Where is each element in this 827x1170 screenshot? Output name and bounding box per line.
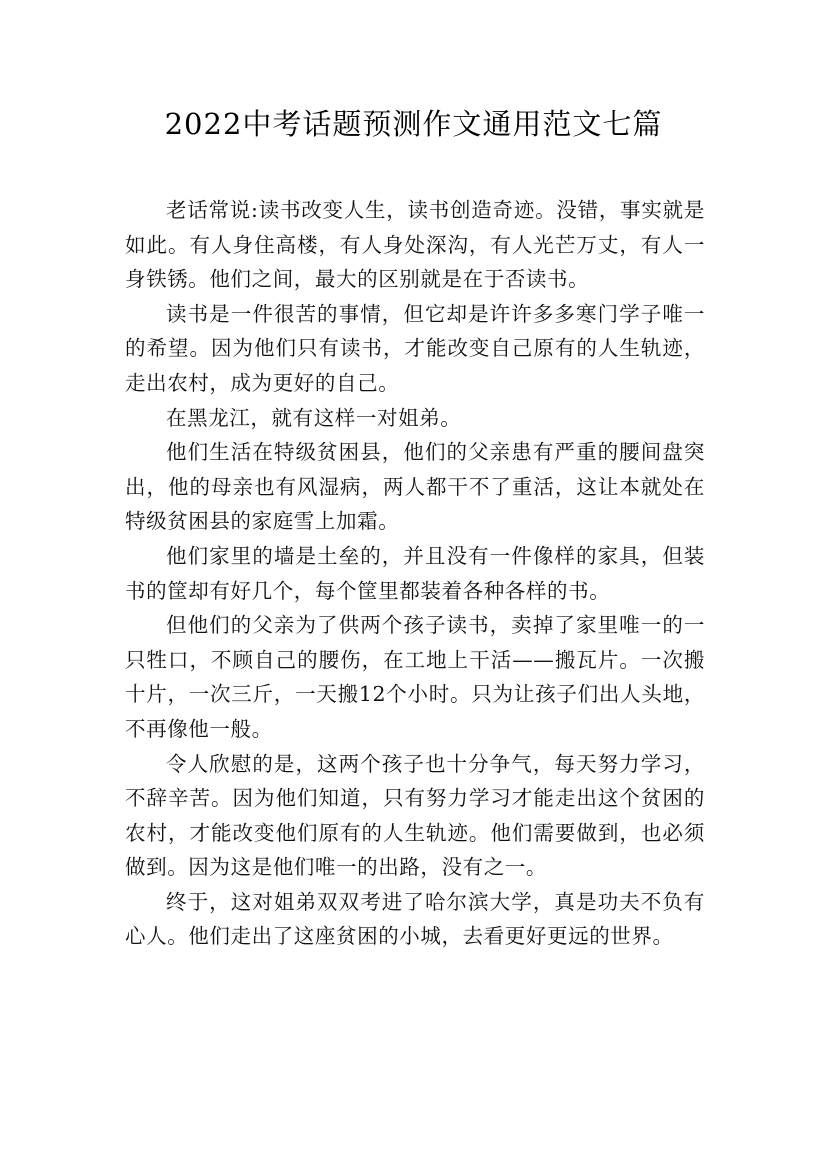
document-body (125, 193, 705, 954)
paragraph-7: 令人欣慰的是，这两个孩子也十分争气，每天努力学习，不辞辛苦。因为他们知道，只有努力学习才能走出这个贫困的农村，才能改变他们原有的人生轨迹。他们需要做到，也必须做到。因为这是他们唯一的出路，没有之一。 (125, 751, 705, 880)
paragraph-1: 老话常说:读书改变人生，读书创造奇迹。没错，事实就是如此。有人身住高楼，有人身处深沟，有人光芒万丈，有人一身铁锈。他们之间，最大的区别就是在于否读书。 (125, 198, 705, 292)
paragraph-6: 但他们的父亲为了供两个孩子读书，卖掉了家里唯一的一只牲口，不顾自己的腰伤，在工地上干活——搬瓦片。一次搬十片，一次三斤，一天搬12个小时。只为让孩子们出人头地，不再像他一般。 (125, 613, 705, 741)
paragraph-3: 在黑龙江，就有这样一对姐弟。 (166, 405, 462, 430)
paragraph-4: 他们生活在特级贫困县，他们的父亲患有严重的腰间盘突出，他的母亲也有风湿病，两人都干不了重活，这让本就处在特级贫困县的家庭雪上加霜。 (125, 440, 705, 534)
document-title: 2022中考话题预测作文通用范文七篇 (164, 107, 663, 141)
paragraph-2: 读书是一件很苦的事情，但它却是许许多多寒门学子唯一的希望。因为他们只有读书，才能改变自己原有的人生轨迹，走出农村，成为更好的自己。 (125, 301, 705, 395)
paragraph-5: 他们家里的墙是土垒的，并且没有一件像样的家具，但装书的筐却有好几个，每个筐里都装着各种各样的书。 (125, 543, 705, 603)
paragraph-8: 终于，这对姐弟双双考进了哈尔滨大学，真是功夫不负有心人。他们走出了这座贫困的小城，去看更好更远的世界。 (125, 889, 705, 949)
